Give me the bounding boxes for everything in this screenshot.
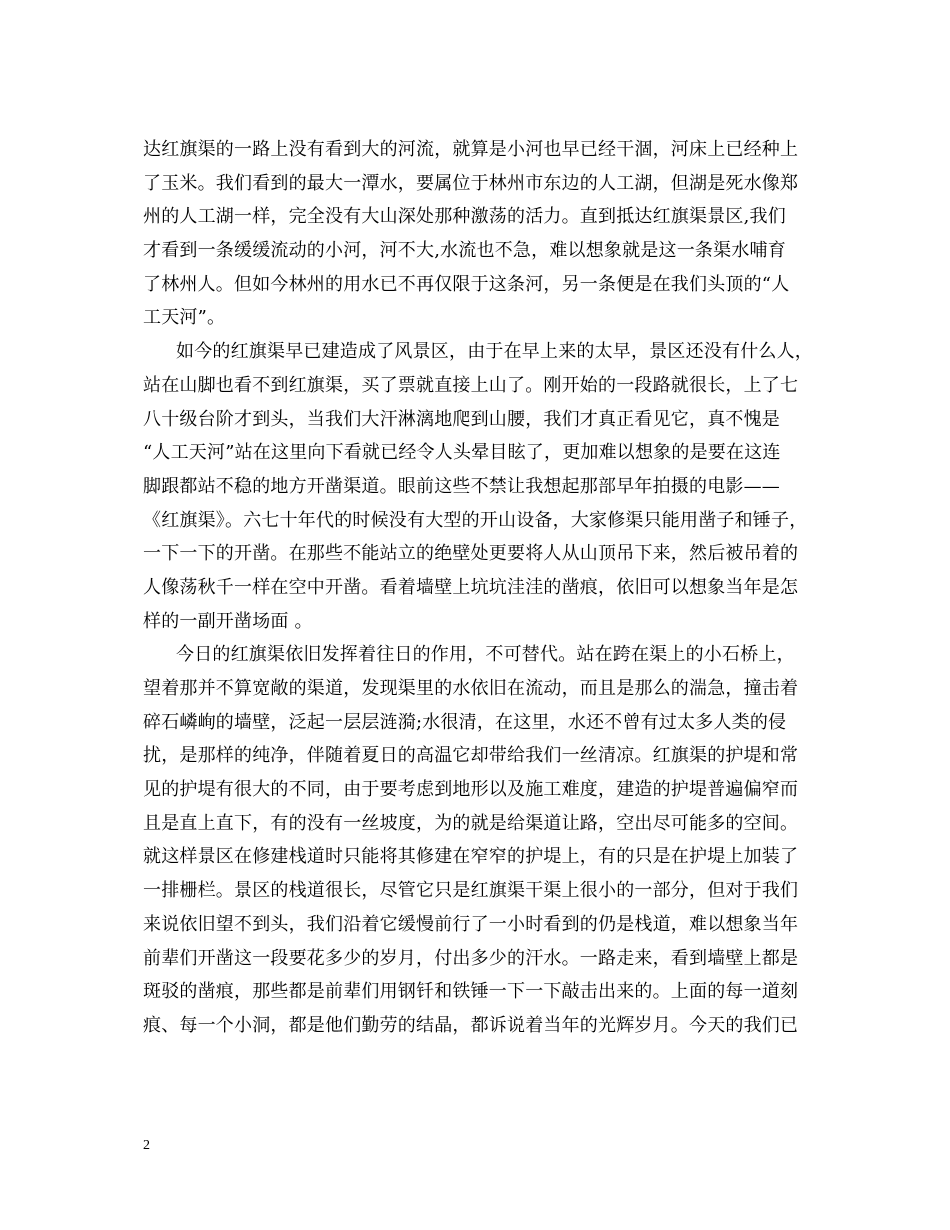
text-line: 人像荡秋千一样在空中开凿。看着墙壁上坑坑洼洼的凿痕，依旧可以想象当年是怎: [143, 576, 799, 598]
text-line: 来说依旧望不到头，我们沿着它缓慢前行了一小时看到的仍是栈道，难以想象当年: [143, 913, 799, 935]
text-line: 且是直上直下，有的没有一丝坡度，为的就是给渠道让路，空出尽可能多的空间。: [143, 812, 799, 834]
text-line: 才看到一条缓缓流动的小河，河不大,水流也不急，难以想象就是这一条渠水哺育: [143, 240, 786, 262]
text-line: 碎石嶙峋的墙壁，泛起一层层涟漪;水很清，在这里，水还不曾有过太多人类的侵: [143, 711, 787, 733]
text-line: 见的护堤有很大的不同，由于要考虑到地形以及施工难度，建造的护堤普遍偏窄而: [143, 779, 799, 801]
text-line: 达红旗渠的一路上没有看到大的河流，就算是小河也早已经干涸，河床上已经种上: [143, 139, 799, 160]
text-line: 工天河”。: [143, 307, 226, 329]
text-line: 前辈们开凿这一段要花多少的岁月，付出多少的汗水。一路走来，看到墙壁上都是: [143, 947, 799, 969]
text-line: 斑驳的凿痕，那些都是前辈们用钢钎和铁锤一下一下敲击出来的。上面的每一道刻: [143, 981, 799, 1003]
page-number: 2: [143, 1138, 150, 1153]
text-line: 了林州人。但如今林州的用水已不再仅限于这条河，另一条便是在我们头顶的“人: [143, 273, 790, 295]
text-line: “人工天河”站在这里向下看就已经令人头晕目眩了，更加难以想象的是要在这连: [143, 442, 781, 464]
text-line: 样的一副开凿场面 。: [143, 610, 313, 632]
text-line: 了玉米。我们看到的最大一潭水，要属位于林州市东边的人工湖，但湖是死水像郑: [143, 172, 799, 194]
text-line: 就这样景区在修建栈道时只能将其修建在窄窄的护堤上，有的只是在护堤上加装了: [143, 846, 799, 868]
text-line: 《红旗渠》。六七十年代的时候没有大型的开山设备，大家修渠只能用凿子和锤子，: [143, 509, 808, 531]
text-line: 扰，是那样的纯净，伴随着夏日的高温它却带给我们一丝清凉。红旗渠的护堤和常: [143, 745, 799, 767]
text-line: 今日的红旗渠依旧发挥着往日的作用，不可替代。站在跨在渠上的小石桥上，: [176, 644, 795, 666]
text-line: 痕、每一个小洞，都是他们勤劳的结晶，都诉说着当年的光辉岁月。今天的我们已: [143, 1014, 799, 1036]
text-line: 一排栅栏。景区的栈道很长，尽管它只是红旗渠干渠上很小的一部分，但对于我们: [143, 880, 799, 902]
body-text: [143, 133, 823, 1043]
text-line: 脚跟都站不稳的地方开凿渠道。眼前这些不禁让我想起那部早年拍摄的电影——: [143, 475, 780, 497]
text-line: 八十级台阶才到头，当我们大汗淋漓地爬到山腰，我们才真正看见它，真不愧是: [143, 408, 780, 430]
text-line: 如今的红旗渠早已建造成了风景区，由于在早上来的太早，景区还没有什么人，: [176, 341, 813, 363]
text-line: 望着那并不算宽敞的渠道，发现渠里的水依旧在流动，而且是那么的湍急，撞击着: [143, 678, 799, 699]
text-line: 一下一下的开凿。在那些不能站立的绝壁处更要将人从山顶吊下来，然后被吊着的: [143, 543, 799, 565]
text-line: 州的人工湖一样，完全没有大山深处那种激荡的活力。直到抵达红旗渠景区,我们: [143, 206, 786, 228]
text-line: 站在山脚也看不到红旗渠，买了票就直接上山了。刚开始的一段路就很长，上了七: [143, 374, 799, 396]
